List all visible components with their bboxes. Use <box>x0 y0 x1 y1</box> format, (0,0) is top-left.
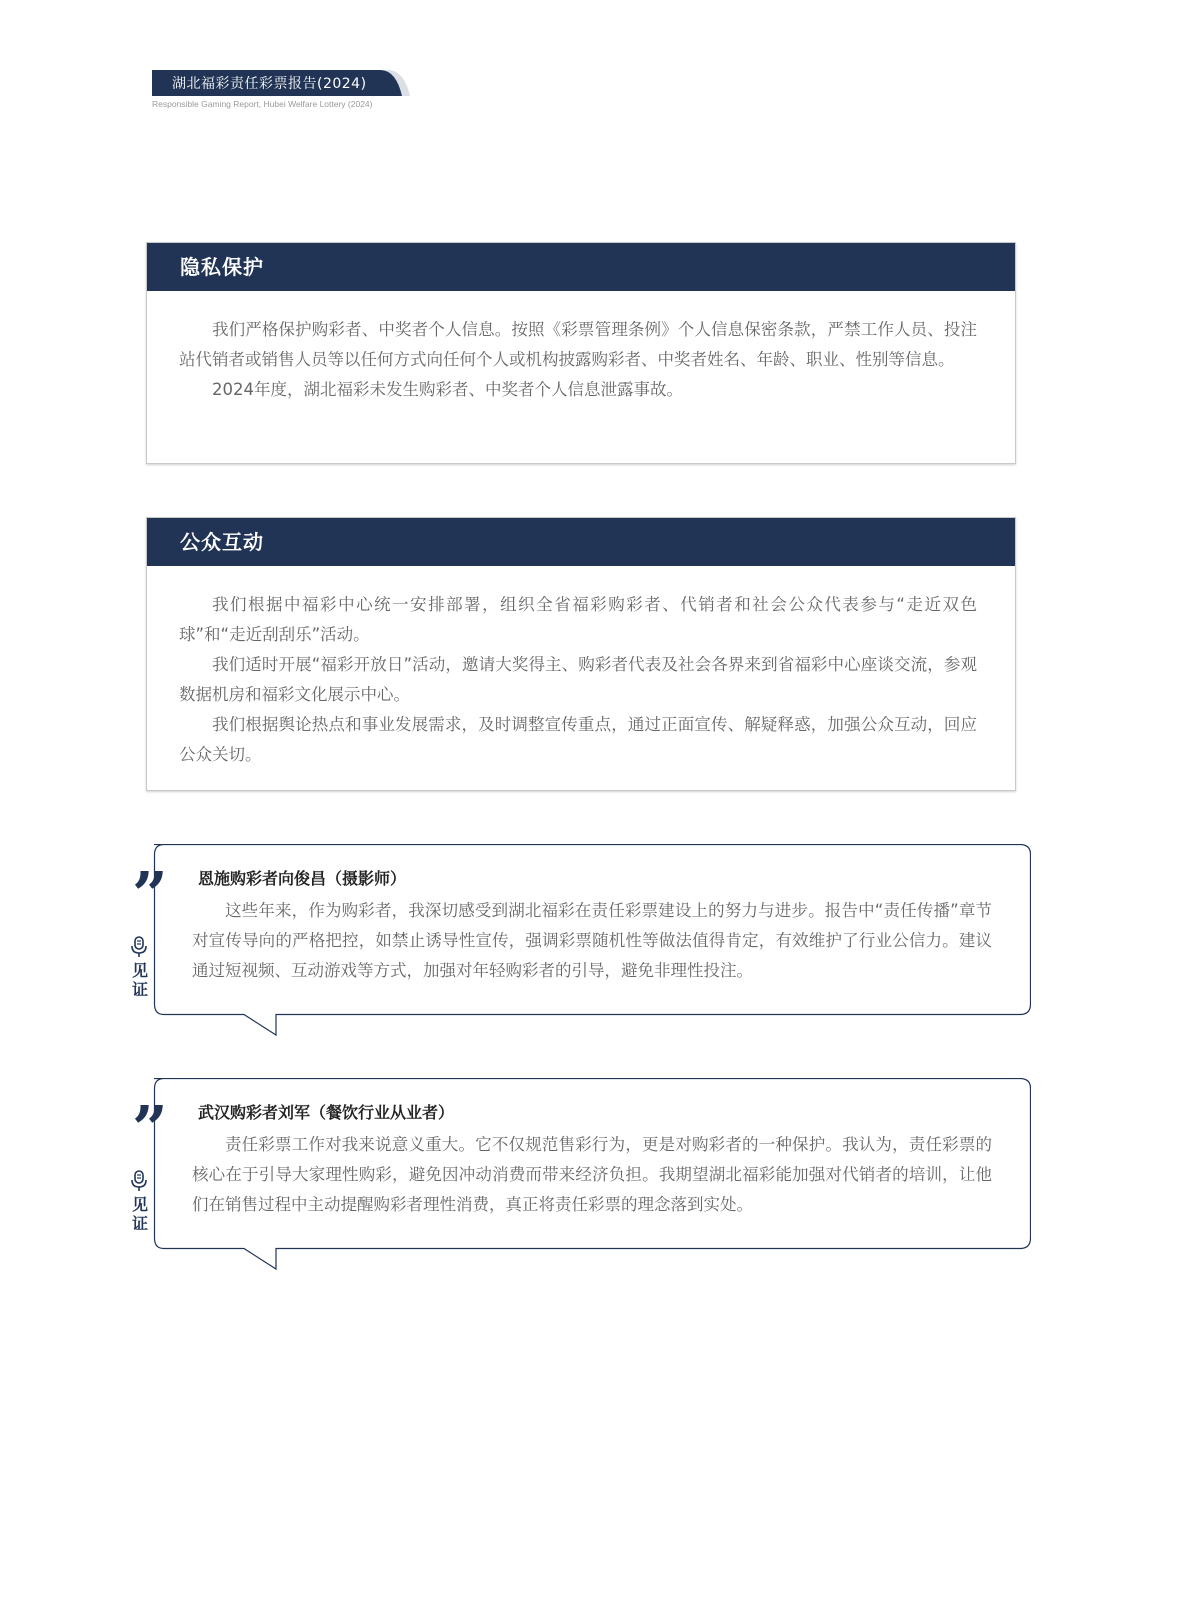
section-title: 隐私保护 <box>147 243 1015 291</box>
paragraph: 我们适时开展“福彩开放日”活动，邀请大奖得主、购彩者代表及社会各界来到省福彩中心座谈交流，参观数据机房和福彩文化展示中心。 <box>179 655 977 704</box>
quote-mark-icon: ” <box>132 858 168 931</box>
section-body <box>147 566 1015 770</box>
report-title: 湖北福彩责任彩票报告(2024) <box>172 76 367 92</box>
quote-mark-icon: ” <box>132 1092 168 1165</box>
section-body <box>147 291 1015 405</box>
testimonial-text: 责任彩票工作对我来说意义重大。它不仅规范售彩行为，更是对购彩者的一种保护。我认为，责任彩票的核心在于引导大家理性购彩，避免因冲动消费而带来经济负担。我期望湖北福彩能加强对代销者的培训，让他们在销售过程中主动提醒购彩者理性消费，真正将责任彩票的理念落到实处。 <box>192 1135 992 1214</box>
paragraph: 我们严格保护购彩者、中奖者个人信息。按照《彩票管理条例》个人信息保密条款，严禁工作人员、投注站代销者或销售人员等以任何方式向任何个人或机构披露购彩者、中奖者姓名、年龄、职业、性别等信息。 <box>179 320 977 369</box>
public-interaction-section <box>146 517 1016 791</box>
section-title: 公众互动 <box>147 518 1015 566</box>
testimonial-card <box>126 844 1031 1044</box>
paragraph: 2024年度，湖北福彩未发生购彩者、中奖者个人信息泄露事故。 <box>212 380 683 399</box>
privacy-section <box>146 242 1016 464</box>
paragraph: 我们根据中福彩中心统一安排部署，组织全省福彩购彩者、代销者和社会公众代表参与“走近双色球”和“走近刮刮乐”活动。 <box>179 595 977 644</box>
testimonial-text: 这些年来，作为购彩者，我深切感受到湖北福彩在责任彩票建设上的努力与进步。报告中“责任传播”章节对宣传导向的严格把控，如禁止诱导性宣传，强调彩票随机性等做法值得肯定，有效维护了行业公信力。建议通过短视频、互动游戏等方式，加强对年轻购彩者的引导，避免非理性投注。 <box>192 901 992 980</box>
testimonial-author: 恩施购彩者向俊昌（摄影师） <box>198 869 407 888</box>
microphone-icon <box>130 936 148 958</box>
microphone-icon <box>130 1170 148 1192</box>
testimonial-author: 武汉购彩者刘军（餐饮行业从业者） <box>198 1103 455 1122</box>
witness-label: 见证 <box>131 961 148 999</box>
report-subtitle: Responsible Gaming Report, Hubei Welfare Lottery (2024) <box>152 99 373 109</box>
paragraph: 我们根据舆论热点和事业发展需求，及时调整宣传重点，通过正面宣传、解疑释惑，加强公众互动，回应公众关切。 <box>179 715 977 764</box>
report-header-tab <box>152 70 410 96</box>
testimonial-card <box>126 1078 1031 1278</box>
witness-label: 见证 <box>131 1195 148 1233</box>
